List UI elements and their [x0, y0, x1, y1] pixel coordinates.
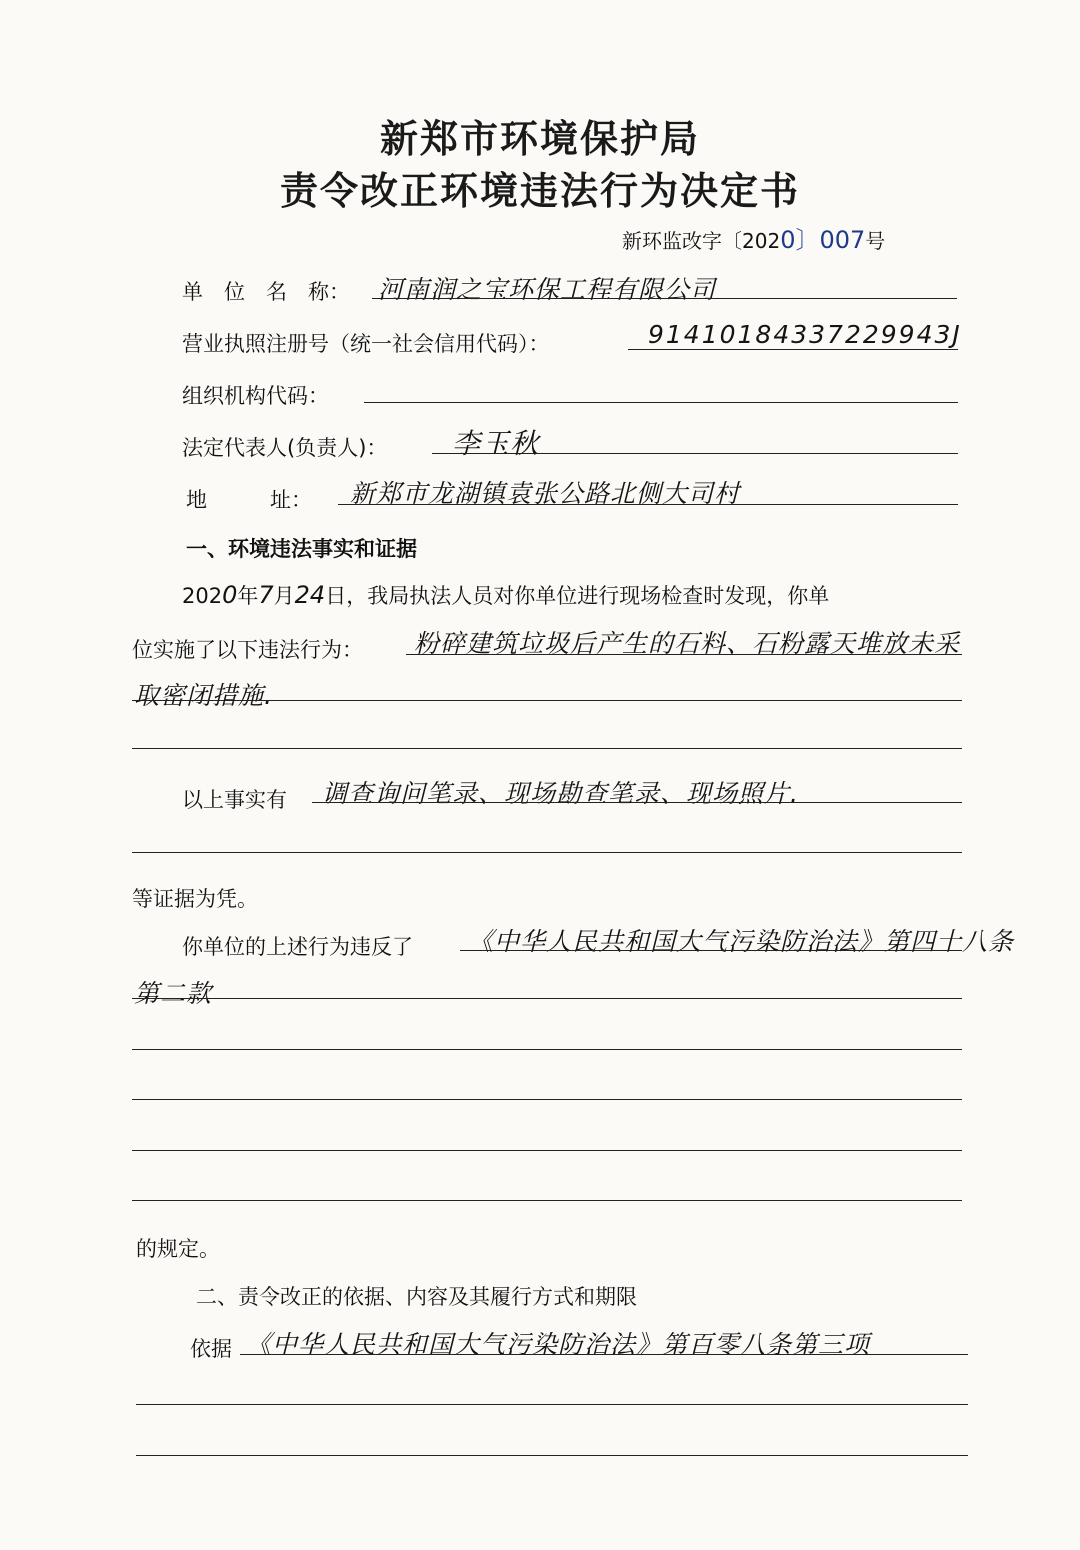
violates-line2 [132, 998, 962, 999]
section1-heading: 一、环境违法事实和证据 [186, 537, 417, 561]
violates-text-line1: 《中华人民共和国大气污染防治法》第四十八条 [468, 927, 1015, 956]
org-code-label: 组织机构代码： [182, 384, 329, 408]
basis-label: 依据 [190, 1337, 232, 1361]
violation-line2 [132, 700, 962, 701]
license-line [628, 349, 958, 350]
violation-line1 [406, 654, 962, 655]
date-sentence-rest: 日，我局执法人员对你单位进行现场检查时发现，你单 [325, 584, 830, 608]
date-month-suffix: 月 [273, 584, 295, 608]
violates-line4 [132, 1099, 962, 1100]
unit-name-line [372, 298, 957, 299]
date-month-handwritten: 7 [258, 581, 274, 609]
doc-number-handwritten: 0〕007 [780, 226, 866, 254]
agency-title: 新郑市环境保护局 [379, 116, 700, 161]
evidence-suffix: 等证据为凭。 [132, 887, 258, 911]
date-year-handwritten: 0 [222, 581, 238, 609]
violation-label: 位实施了以下违法行为： [132, 638, 363, 662]
violates-line3 [132, 1049, 962, 1050]
evidence-label: 以上事实有 [182, 788, 287, 812]
legal-rep-line [432, 453, 958, 454]
basis-value: 《中华人民共和国大气污染防治法》第百零八条第三项 [246, 1330, 871, 1359]
license-value: 91410184337229943J [648, 320, 962, 349]
doc-number-prefix: 新环监改字〔202 [622, 229, 781, 253]
evidence-value: 调查询问笔录、现场勘查笔录、现场照片. [322, 779, 799, 808]
evidence-line2 [132, 852, 962, 853]
address-line [338, 504, 958, 505]
address-label: 地 址： [186, 488, 312, 512]
inspection-date-sentence [182, 580, 829, 610]
org-code-line [364, 402, 958, 403]
violation-text-line1: 粉碎建筑垃圾后产生的石料、石粉露天堆放未采 [414, 629, 961, 658]
unit-name-value: 河南润之宝环保工程有限公司 [378, 275, 717, 304]
section2-heading: 二、责令改正的依据、内容及其履行方式和期限 [196, 1285, 637, 1309]
address-value: 新郑市龙湖镇袁张公路北侧大司村 [350, 479, 741, 508]
legal-rep-label: 法定代表人(负责人)： [182, 436, 388, 460]
provision-suffix: 的规定。 [136, 1237, 220, 1261]
document-title: 责令改正环境违法行为决定书 [279, 168, 800, 213]
unit-name-label: 单 位 名 称： [182, 280, 350, 304]
violates-line1 [460, 950, 962, 951]
basis-line2 [136, 1404, 968, 1405]
evidence-line1 [312, 802, 962, 803]
doc-number-suffix: 号 [865, 229, 886, 253]
basis-line1 [240, 1354, 968, 1355]
date-year-suffix: 年 [237, 584, 259, 608]
document-number [622, 220, 885, 255]
license-label: 营业执照注册号（统一社会信用代码）： [182, 332, 550, 356]
violation-text-line2: 取密闭措施. [134, 681, 273, 710]
date-day-handwritten: 24 [294, 581, 326, 609]
date-prefix: 202 [182, 584, 223, 608]
violates-line6 [132, 1200, 962, 1201]
legal-rep-value: 李玉秋 [452, 427, 540, 460]
violates-label: 你单位的上述行为违反了 [182, 935, 413, 959]
basis-line3 [136, 1455, 968, 1456]
violates-line5 [132, 1150, 962, 1151]
violates-text-line2: 第二款 [134, 979, 213, 1008]
violation-line3 [132, 748, 962, 749]
